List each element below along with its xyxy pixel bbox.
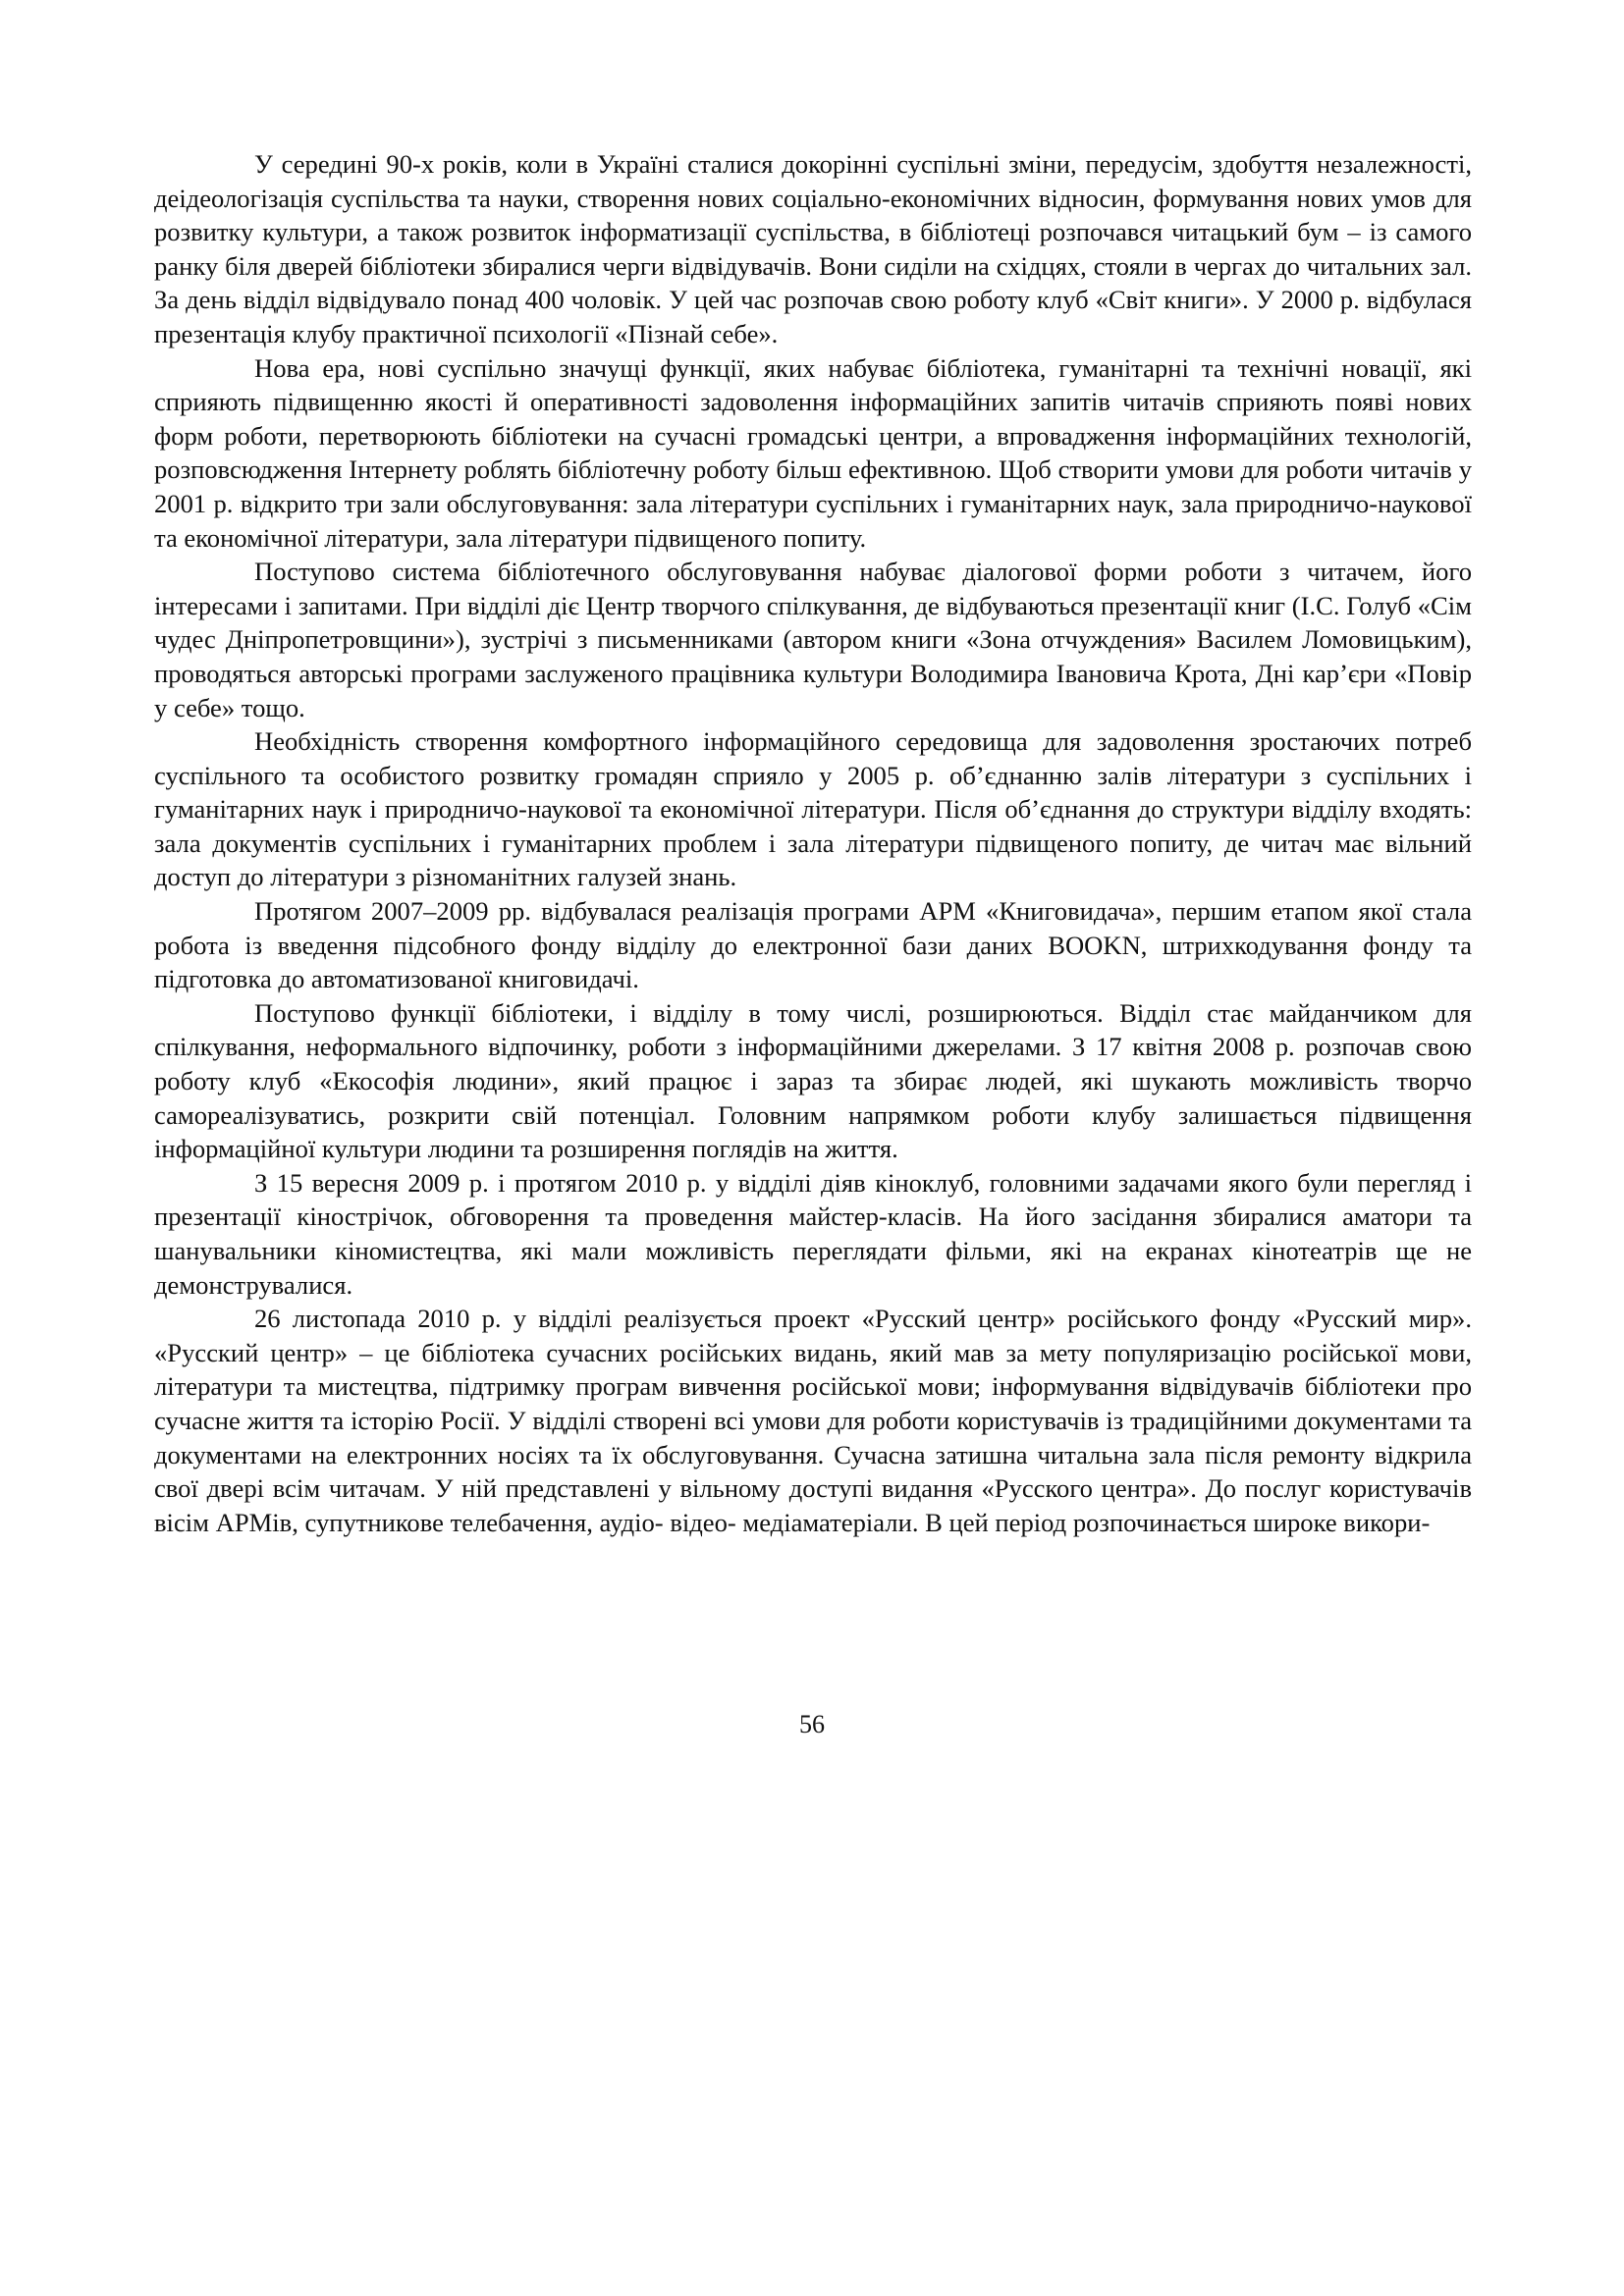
paragraph-2: Нова ера, нові суспільно значущі функції, яких набуває бібліотека, гуманітарні та технічні новації, які сприяють підвищенню якості й оперативності задоволення інформаційних запитів читачів сприяють появі нових форм роботи, перетворюють бібліотеки на сучасні громадські центри, а впровадження інформаційних технологій, розповсюдження Інтернету роблять бібліотечну роботу більш ефективною. Щоб створити умови для роботи читачів у 2001 р. відкрито три зали обслуговування: зала літератури суспільних і гуманітарних наук, зала природничо-наукової та економічної літератури, зала літератури підвищеного попиту.: [154, 352, 1472, 553]
document-body: [154, 147, 1472, 1539]
paragraph-7: З 15 вересня 2009 р. і протягом 2010 р. у відділі діяв кіноклуб, головними задачами якого були перегляд і презентації кінострічок, обговорення та проведення майстер-класів. На його засідання збиралися аматори та шанувальники кіномистецтва, які мали можливість переглядати фільми, які на екранах кінотеатрів ще не демонструвалися.: [154, 1167, 1472, 1300]
paragraph-4: Необхідність створення комфортного інформаційного середовища для задоволення зростаючих потреб суспільного та особистого розвитку громадян сприяло у 2005 р. об’єднанню залів літератури з суспільних і гуманітарних наук і природничо-наукової та економічної літератури. Після об’єднання до структури відділу входять: зала документів суспільних і гуманітарних проблем і зала літератури підвищеного попиту, де читач має вільний доступ до літератури з різноманітних галузей знань.: [154, 726, 1472, 892]
page-number: 56: [799, 1710, 825, 1738]
paragraph-1: У середині 90-х років, коли в Україні сталися докорінні суспільні зміни, передусім, здобуття незалежності, деідеологізація суспільства та науки, створення нових соціально-економічних відносин, формування нових умов для розвитку культури, а також розвиток інформатизації суспільства, в бібліотеці розпочався читацький бум – із самого ранку біля дверей бібліотеки збиралися черги відвідувачів. Вони сиділи на східцях, стояли в чергах до читальних зал. За день відділ відвідувало понад 400 чоловік. У цей час розпочав свою роботу клуб «Світ книги». У 2000 р. відбулася презентація клубу практичної психології «Пізнай себе».: [154, 149, 1472, 348]
paragraph-5: Протягом 2007–2009 рр. відбувалася реалізація програми АРМ «Книговидача», першим етапом якої стала робота із введення підсобного фонду відділу до електронної бази даних BOOKN, штрихкодування фонду та підготовка до автоматизованої книговидачі.: [154, 896, 1472, 994]
paragraph-6: Поступово функції бібліотеки, і відділу в тому числі, розширюються. Відділ стає майданчиком для спілкування, неформального відпочинку, роботи з інформаційними джерелами. З 17 квітня 2008 р. розпочав свою роботу клуб «Екософія людини», який працює і зараз та збирає людей, які шукають можливість творчо самореалізуватись, розкрити свій потенціал. Головним напрямком роботи клубу залишається підвищення інформаційної культури людини та розширення поглядів на життя.: [154, 997, 1472, 1164]
paragraph-3: Поступово система бібліотечного обслуговування набуває діалогової форми роботи з читачем, його інтересами і запитами. При відділі діє Центр творчого спілкування, де відбуваються презентації книг (І.С. Голуб «Сім чудес Дніпропетровщини»), зустрічі з письменниками (автором книги «Зона отчуждения» Василем Ломовицьким), проводяться авторські програми заслуженого працівника культури Володимира Івановича Крота, Дні кар’єри «Повір у себе» тощо.: [154, 557, 1472, 722]
paragraph-8: 26 листопада 2010 р. у відділі реалізується проект «Русский центр» російського фонду «Русский мир». «Русский центр» – це бібліотека сучасних російських видань, який мав за мету популяризацію російської мови, літератури та мистецтва, підтримку програм вивчення російської мови; інформування відвідувачів бібліотеки про сучасне життя та історію Росії. У відділі створені всі умови для роботи користувачів із традиційними документами та документами на електронних носіях та їх обслуговування. Сучасна затишна читальна зала після ремонту відкрила свої двері всім читачам. У ній представлені у вільному доступі видання «Русского центра». До послуг користувачів вісім АРМів, супутникове телебачення, аудіо- відео- медіаматеріали. В цей період розпочинається широке викори-: [154, 1304, 1472, 1537]
